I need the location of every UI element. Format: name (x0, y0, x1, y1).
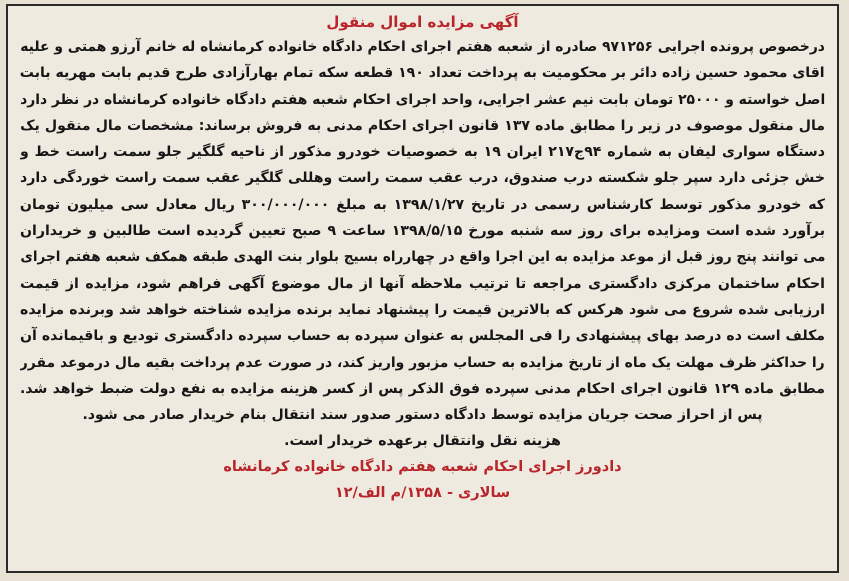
body-line: مال منقول موصوف در زیر را مطابق ماده ۱۳۷ قانون اجرای احکام مدنی به فروش برساند: مشخصات مال منقول یک (20, 117, 825, 134)
auction-notice (6, 4, 839, 573)
body-line: دستگاه سواری لیفان به شماره ۹۴ج۲۱۷ ایران ۱۹ به خصوصیات خودرو مذکور از ناحیه گلگیر جلو سمت راست خط و (20, 144, 825, 161)
body-line: مطابق ماده ۱۲۹ قانون اجرای احکام مدنی سپرده فوق الذکر پس از کسر هزینه مزایده به نفع دولت ضبط خواهد شد. (20, 380, 825, 397)
body-line: که خودرو مذکور توسط کارشناس رسمی در تاریخ ۱۳۹۸/۱/۲۷ به مبلغ ۳۰۰/۰۰۰/۰۰۰ ریال معادل سی میلیون تومان (20, 196, 825, 213)
closing-line-transfer-cost: هزینه نقل وانتقال برعهده خریدار است. (284, 433, 561, 450)
notice-title: آگهی مزایده اموال منقول (326, 13, 519, 31)
body-line: احکام ساختمان مرکزی دادگستری مراجعه تا ترتیب ملاحظه آنها از مال موضوع آگهی فراهم شود، مزایده از قیمت (20, 275, 825, 292)
body-line: ارزیابی شده شروع می شود هرکس که بالاترین قیمت را پیشنهاد نماید برنده مزایده شناخته خواهد شد وبرنده مزایده (20, 301, 825, 318)
body-line: مکلف است ده درصد بهای پیشنهادی را فی المجلس به عنوان سپرده به حساب سپرده دادگستری تودیع و باقیمانده آن (20, 328, 825, 345)
body-line: اقای محمود حسین زاده دائر بر محکومیت به پرداخت تعداد ۱۹۰ قطعه سکه تمام بهارآزادی طرح قدیم بابت مهریه بابت (20, 65, 825, 82)
notice-signature: دادورز اجرای احکام شعبه هفتم دادگاه خانواده کرمانشاه (223, 459, 622, 476)
body-line: را حداکثر ظرف مهلت یک ماه از تاریخ مزایده به حساب مزبور واریز کند، در صورت عدم پرداخت بقیه مال درموعد مقرر (20, 354, 825, 371)
body-line: برآورد شده است ومزایده برای روز سه شنبه مورخ ۱۳۹۸/۵/۱۵ ساعت ۹ صبح تعیین گردیده است طالبین و خریداران (20, 223, 825, 240)
body-line: خش جزئی دارد سپر جلو شکسته درب صندوق، درب عقب سمت راست وهللی گلگیر عقب سمت راست خوردگی دارد (20, 170, 825, 187)
body-line: درخصوص پرونده اجرایی ۹۷۱۲۵۶ صادره از شعبه هفتم اجرای احکام دادگاه خانواده کرمانشاه له خانم آرزو همتی و علیه (20, 39, 825, 55)
body-line: اصل خواسته و ۲۵۰۰۰ تومان بابت نیم عشر اجرایی، واحد اجرای احکام شعبه هفتم دادگاه خانواده کرمانشاه در نظر دارد (20, 91, 825, 108)
body-line: می توانند پنج روز قبل از موعد مزایده به این اجرا واقع در چهارراه بسیج بلوار بنت الهدی طبقه همکف شعبه هفتم اجرای (20, 249, 825, 266)
closing-line-transfer-deed: پس از احراز صحت جریان مزایده توسط دادگاه دستور صدور سند انتقال بنام خریدار صادر می شود. (82, 407, 763, 424)
notice-reference: سالاری - ۱۳۵۸/م الف/۱۲ (334, 485, 511, 502)
notice-body (20, 34, 825, 402)
